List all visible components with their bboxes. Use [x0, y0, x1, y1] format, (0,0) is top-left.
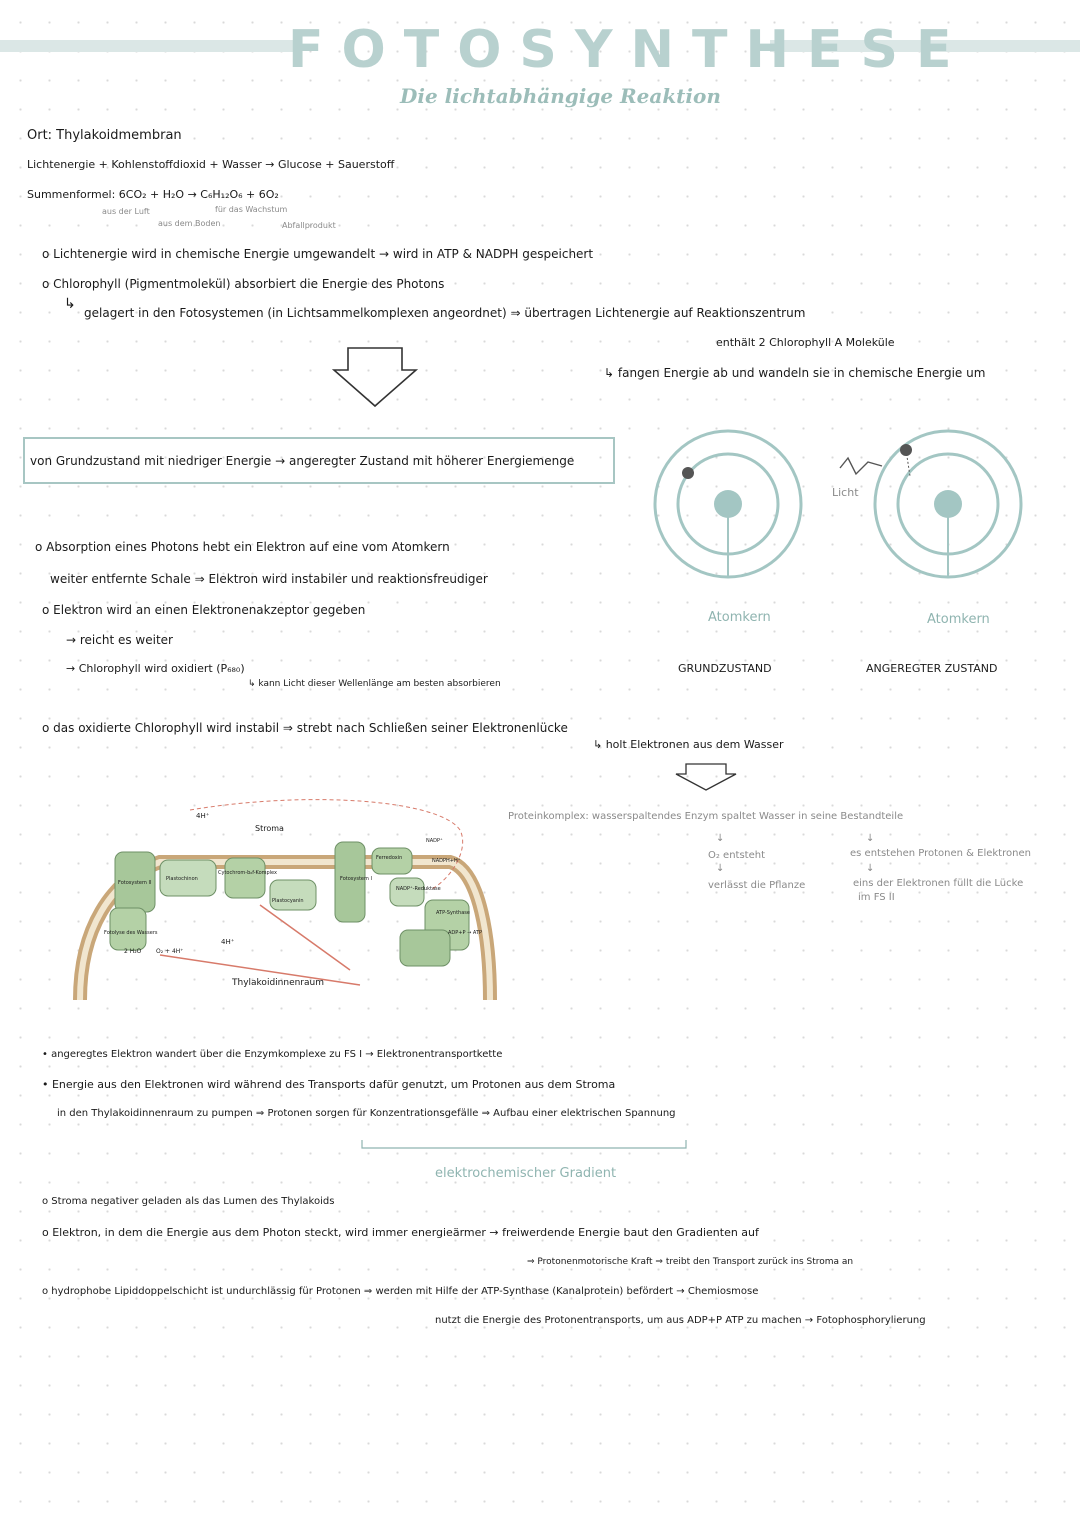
- diagram-plastocyanin: Plastocyanin: [272, 898, 304, 904]
- diagram-cyt: Cytochrom-b₆f-Komplex: [218, 870, 278, 876]
- point-wavelength: ↳ kann Licht dieser Wellenlänge am besten absorbieren: [248, 679, 501, 689]
- point-instabil: o das oxidierte Chlorophyll wird instabil ⇒ strebt nach Schließen seiner Elektronenlücke: [42, 721, 568, 735]
- point-stroma-negative: o Stroma negativer geladen als das Lumen des Thylakoids: [42, 1196, 335, 1207]
- point-pump-protons: in den Thylakoidinnenraum zu pumpen ⇒ Protonen sorgen für Konzentrationsgefälle ⇒ Aufbau einer elektrischen Spannung: [57, 1108, 676, 1119]
- note-air: aus der Luft: [102, 207, 150, 216]
- point-absorption: o Absorption eines Photons hebt ein Elektron auf eine vom Atomkern: [35, 540, 450, 554]
- diagram-h4-bottom: 4H⁺: [221, 938, 235, 946]
- ort-line: Ort: Thylakoidmembran: [27, 128, 182, 143]
- diagram-o2: O₂ + 4H⁺: [156, 948, 184, 955]
- point-passes-on: → reicht es weiter: [66, 633, 173, 647]
- diagram-h2o: 2 H₂O: [124, 948, 142, 955]
- point-electron-wanders: • angeregtes Elektron wandert über die Enzymkomplexe zu FS I → Elektronentransportkette: [42, 1049, 503, 1060]
- point-oxidized: → Chlorophyll wird oxidiert (P₆₈₀): [66, 662, 245, 675]
- arrow-down-fill: ↓: [866, 863, 875, 874]
- word-equation: Lichtenergie + Kohlenstoffdioxid + Wasser → Glucose + Sauerstoff: [27, 158, 395, 171]
- point-water-electrons: ↳ holt Elektronen aus dem Wasser: [593, 738, 784, 751]
- diagram-plasto: Plastochinon: [166, 876, 198, 882]
- point-catch-energy: ↳ fangen Energie ab und wandeln sie in chemische Energie um: [604, 366, 986, 380]
- point-chlorophyll-a: enthält 2 Chlorophyll A Moleküle: [716, 336, 895, 349]
- diagram-reductase: NADP⁺-Reduktase: [396, 886, 441, 892]
- point-fotosystems: gelagert in den Fotosystemen (in Lichtsammelkomplexen angeordnet) ⇒ übertragen Lichtenergie auf Reaktionszentrum: [84, 306, 806, 320]
- o2-entsteht: O₂ entsteht: [708, 850, 766, 861]
- diagram-nadph: NADPH+H⁺: [432, 858, 461, 864]
- gradient-label: elektrochemischer Gradient: [435, 1166, 617, 1181]
- verlaesst-pflanze: verlässt die Pflanze: [708, 880, 806, 891]
- hook-arrow-icon: ↳: [64, 296, 76, 312]
- point-electron-weaker: o Elektron, in dem die Energie aus dem Photon steckt, wird immer energieärmer → freiwerdende Energie baut den Gradienten auf: [42, 1226, 759, 1239]
- point-proton-motive: ⇒ Protonenmotorische Kraft ⇒ treibt den Transport zurück ins Stroma an: [527, 1257, 854, 1267]
- protonen-entstehen: es entstehen Protonen & Elektronen: [850, 848, 1031, 859]
- diagram-ferredoxin: Ferredoxin: [376, 855, 403, 861]
- excited-state-label: ANGEREGTER ZUSTAND: [866, 662, 998, 675]
- state-box-text: von Grundzustand mit niedriger Energie → angeregter Zustand mit höherer Energiemenge: [30, 454, 575, 468]
- small-down-arrow-icon: [676, 762, 738, 792]
- point-energy-transport: • Energie aus den Elektronen wird während des Transports dafür genutzt, um Protonen aus dem Stroma: [42, 1078, 616, 1091]
- diagram-ps2: Fotosystem II: [118, 880, 152, 886]
- ground-state-label: GRUNDZUSTAND: [678, 662, 772, 675]
- diagram-nadp: NADP⁺: [426, 838, 443, 844]
- protein-complex-line: Proteinkomplex: wasserspaltendes Enzym spaltet Wasser in seine Bestandteile: [508, 811, 904, 822]
- summenformel: Summenformel: 6CO₂ + H₂O → C₆H₁₂O₆ + 6O₂: [27, 188, 279, 201]
- arrow-down-leaves: ↓: [716, 863, 725, 874]
- point-atp-synthesis: nutzt die Energie des Protonentransports, um aus ADP+P ATP zu machen → Fotophosphorylierung: [435, 1315, 926, 1326]
- diagram-ps1: Fotosystem I: [340, 876, 372, 882]
- point-chlorophyll: o Chlorophyll (Pigmentmolekül) absorbiert die Energie des Photons: [42, 277, 445, 291]
- note-waste: Abfallprodukt: [282, 221, 336, 230]
- diagram-lumen: Thylakoidinnenraum: [232, 978, 324, 988]
- point-further-shell: weiter entfernte Schale ⇒ Elektron wird instabiler und reaktionsfreudiger: [50, 572, 488, 586]
- note-ground: aus dem Boden: [158, 219, 221, 228]
- atom-excited-state: [870, 428, 1030, 588]
- diagram-h4-top: 4H⁺: [196, 812, 210, 820]
- point-electron-acceptor: o Elektron wird an einen Elektronenakzeptor gegeben: [42, 603, 366, 617]
- diagram-stroma: Stroma: [255, 824, 284, 833]
- point-energy-conversion: o Lichtenergie wird in chemische Energie umgewandelt → wird in ATP & NADPH gespeichert: [42, 247, 594, 261]
- down-arrow-icon: [330, 346, 420, 410]
- page-subtitle: Die lichtabhängige Reaktion: [400, 84, 721, 108]
- atomkern-right-label: Atomkern: [927, 612, 990, 627]
- atomkern-left-label: Atomkern: [708, 610, 771, 625]
- diagram-adp: ADP+P → ATP: [448, 930, 482, 936]
- title-bar-left: [0, 40, 300, 52]
- diagram-atpsynth: ATP-Synthase: [436, 910, 470, 916]
- diagram-fotolyse: Fotolyse des Wassers: [104, 930, 158, 936]
- page-title: FOTOSYNTHESE: [288, 20, 970, 80]
- light-zigzag-icon: [838, 454, 888, 484]
- arrow-down-protons: ↓: [866, 833, 875, 844]
- fuellt-luecke: eins der Elektronen füllt die Lücke: [853, 878, 1024, 889]
- im-fs2: im FS II: [858, 892, 895, 903]
- point-lipid-bilayer: o hydrophobe Lipiddoppelschicht ist undurchlässig für Protonen ⇒ werden mit Hilfe der ATP-Synthase (Kanalprotein) befördert → Chemiosmose: [42, 1286, 759, 1297]
- arrow-down-o2: ↓: [716, 833, 725, 844]
- licht-label: Licht: [832, 486, 859, 499]
- atom-ground-state: [650, 428, 810, 588]
- note-growth: für das Wachstum: [215, 205, 288, 214]
- gradient-bracket: [360, 1138, 690, 1152]
